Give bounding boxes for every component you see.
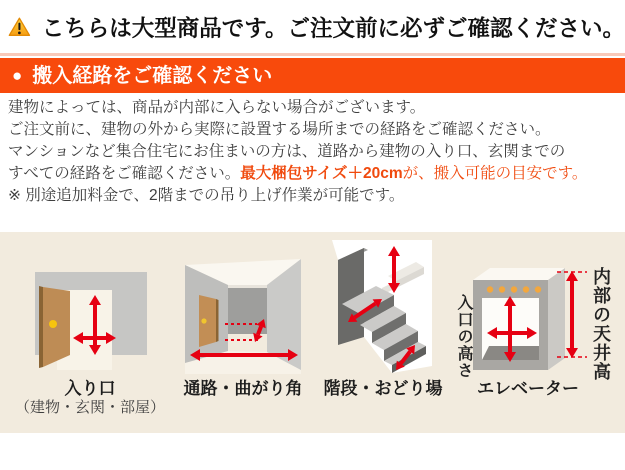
entrance-label: 入り口 xyxy=(64,379,116,398)
separator-line xyxy=(0,53,625,56)
elevator-label: エレベーター xyxy=(477,379,579,398)
entrance-illustration xyxy=(28,262,153,370)
stairs-label: 階段・おどり場 xyxy=(323,379,443,398)
notice-line-2: ご注文前に、建物の外から実際に設置する場所までの経路をご確認ください。 xyxy=(8,121,551,138)
warning-icon xyxy=(8,5,31,49)
notice-line-4-prefix: すべての経路をご確認ください。 xyxy=(8,165,241,182)
elevator-ceiling-height-caption: 内部の天井高 xyxy=(591,267,611,381)
ceiling-height-arrow-icon xyxy=(566,271,578,358)
carry-in-guide-highlight: が、搬入可能の目安です。 xyxy=(402,165,588,182)
entrance-sublabel: （建物・玄関・部屋） xyxy=(14,399,165,416)
elevator-door-height-caption: 入口の高さ xyxy=(455,294,472,379)
section-header xyxy=(0,58,625,93)
notice-line-4 xyxy=(8,163,620,185)
stairs-illustration xyxy=(332,240,432,380)
banner-title: こちらは大型商品です。ご注文前に必ずご確認ください。 xyxy=(41,15,625,41)
section-title: 搬入経路をご確認ください xyxy=(32,65,273,87)
corridor-label: 通路・曲がり角 xyxy=(183,379,303,398)
notice-line-3: マンションなど集合住宅にお住まいの方は、道路から建物の入り口、玄関までの xyxy=(8,143,566,160)
bullet-icon: ● xyxy=(12,66,23,85)
notice-line-1: 建物によっては、商品が内部に入らない場合がございます。 xyxy=(8,99,426,116)
notice-text xyxy=(8,97,620,207)
max-package-size-highlight: 最大梱包サイズ＋20cm xyxy=(240,165,403,182)
corridor-illustration xyxy=(183,252,303,374)
illustration-panel xyxy=(0,232,625,433)
large-item-warning-banner xyxy=(0,0,625,53)
notice-line-5: ※ 別途追加料金で、2階までの吊り上げ作業が可能です。 xyxy=(8,187,405,204)
